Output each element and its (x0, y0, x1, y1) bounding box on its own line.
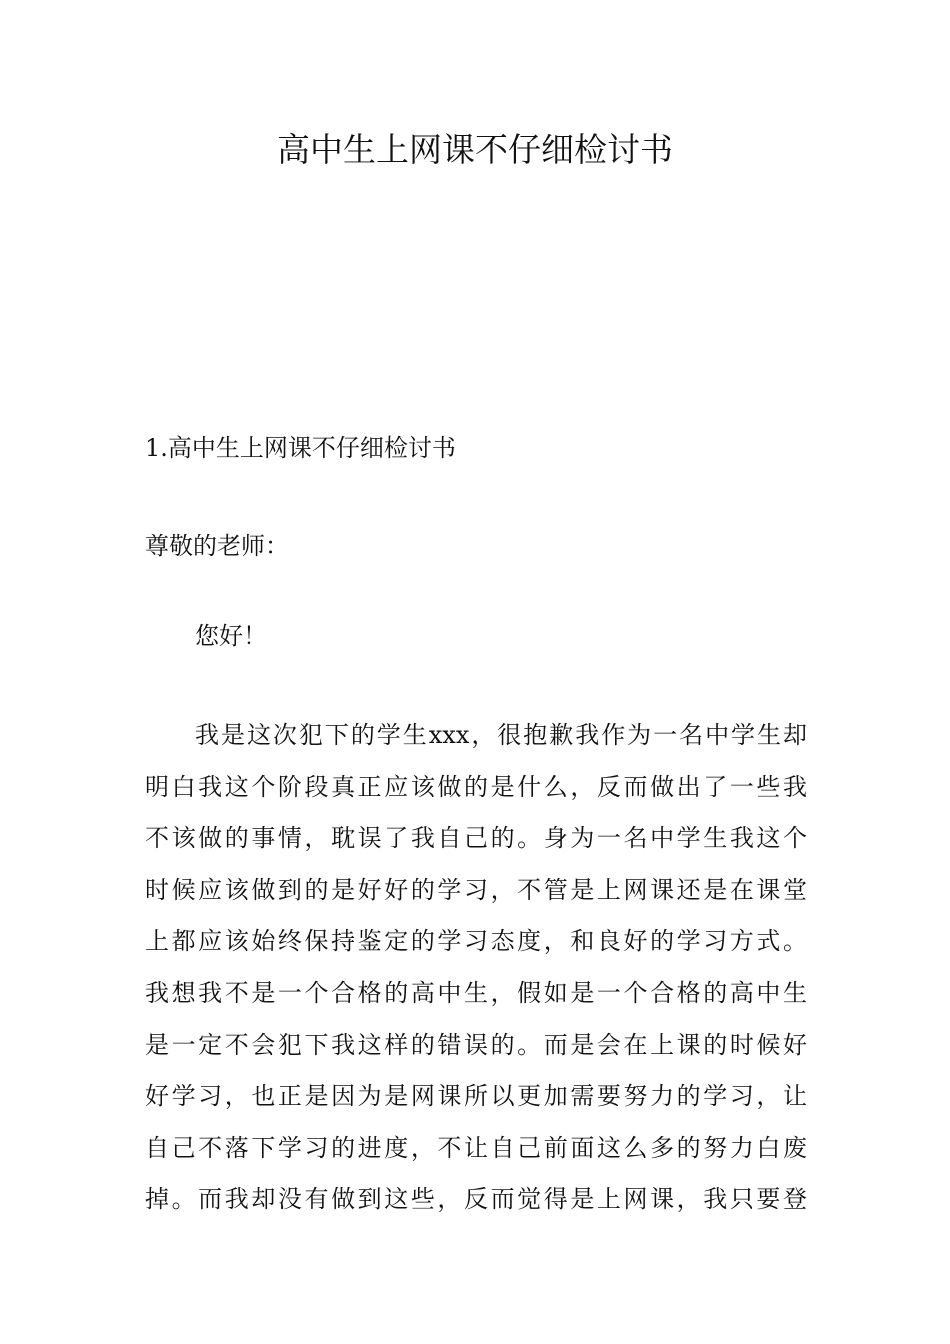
body-line: 不该做的事情，耽误了我自己的。身为一名中学生我这个 (145, 824, 807, 853)
body-line: 上都应该始终保持鉴定的学习态度，和良好的学习方式。 (145, 927, 807, 956)
body-line: 我是这次犯下的学生xxx，很抱歉我作为一名中学生却 (195, 721, 807, 749)
document-content (145, 428, 807, 1226)
body-line: 明白我这个阶段真正应该做的是什么，反而做出了一些我 (145, 772, 807, 801)
body-line: 时候应该做到的是好好的学习，不管是上网课还是在课堂 (145, 875, 807, 904)
body-line: 好学习，也正是因为是网课所以更加需要努力的学习，让 (145, 1082, 807, 1111)
document-title: 高中生上网课不仔细检讨书 (277, 130, 673, 169)
body-line: 掉。而我却没有做到这些，反而觉得是上网课，我只要登 (145, 1185, 807, 1214)
salutation: 尊敬的老师： (145, 532, 289, 560)
body-line: 自己不落下学习的进度，不让自己前面这么多的努力白废 (145, 1133, 807, 1162)
body-paragraph (145, 710, 807, 1226)
body-line: 我想我不是一个合格的高中生，假如是一个合格的高中生 (145, 978, 807, 1007)
section-heading: 1.高中生上网课不仔细检讨书 (145, 434, 456, 462)
greeting: 您好！ (195, 622, 267, 650)
body-line: 是一定不会犯下我这样的错误的。而是会在上课的时候好 (145, 1030, 807, 1059)
